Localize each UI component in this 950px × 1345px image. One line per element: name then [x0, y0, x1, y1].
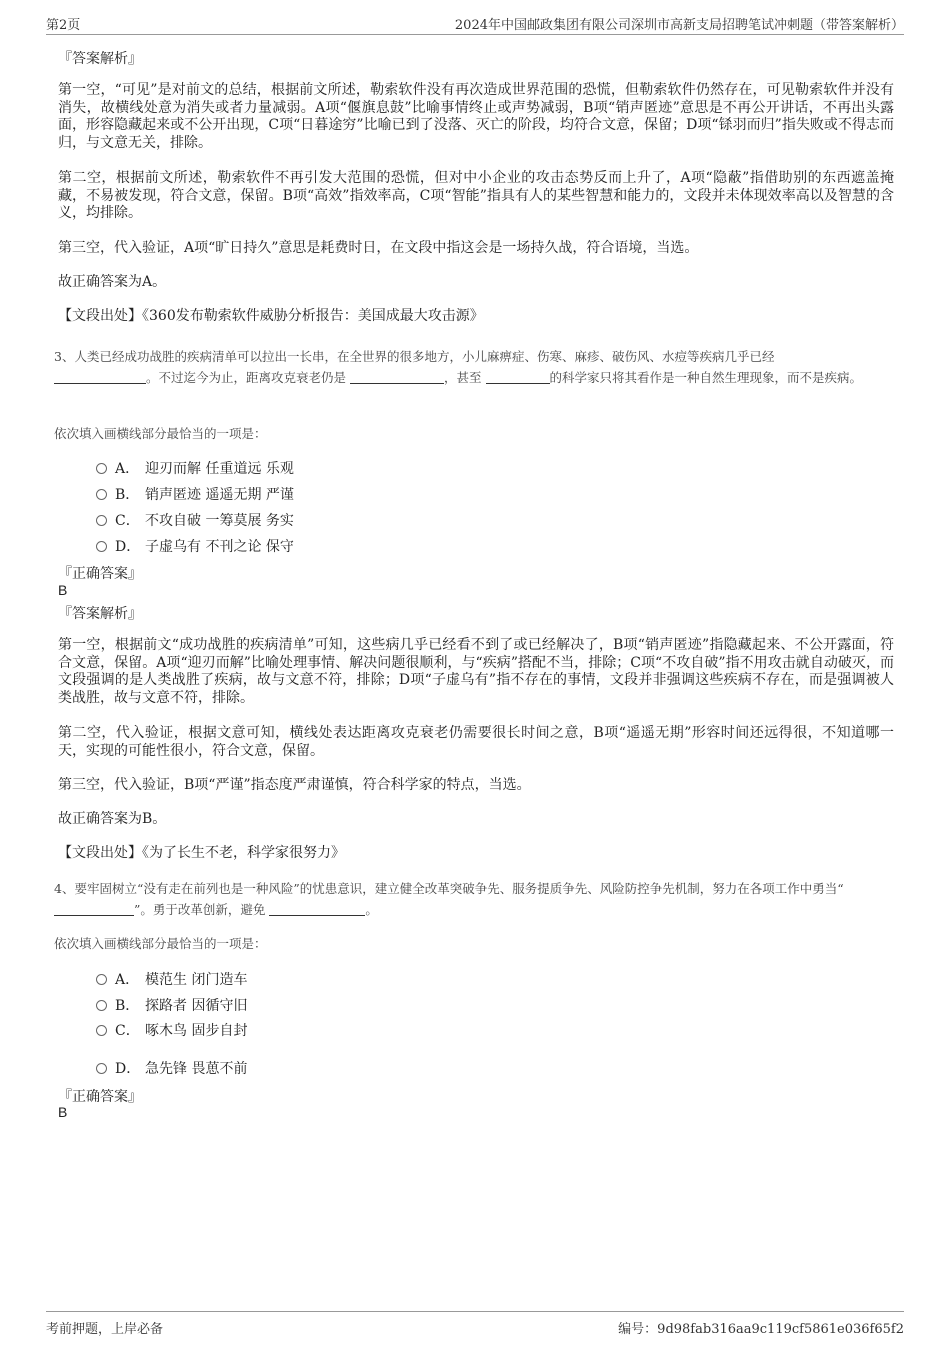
stem-text: 4、要牢固树立“没有走在前列也是一种风险”的忧患意识，建立健全改革突破争先、服务提质争先、风险防控争先机制，努力在各项工作中勇当“: [54, 881, 844, 896]
stem-text: 的科学家只将其看作是一种自然生理现象，而不是疾病。: [549, 370, 863, 385]
option-text: 子虚乌有 不刊之论 保守: [145, 539, 294, 555]
radio-icon[interactable]: [96, 515, 107, 526]
option-text: 啄木鸟 固步自封: [145, 1023, 248, 1039]
radio-icon[interactable]: [96, 1000, 107, 1011]
option-letter: A．: [115, 972, 140, 988]
correct-answer: B: [58, 582, 68, 598]
analysis-paragraph: 第一空，“可见”是对前文的总结，根据前文所述，勒索软件没有再次造成世界范围的恐慌，但勒索软件仍然存在，可见勒索软件并没有消失，故横线处意为消失或者力量减弱。A项“偃旗息鼓”比喻事情终止或声势减弱，B项“销声匿迹”意思是不再公开讲话，不再出头露面，形容隐藏起来或不公开出现，C项“日暮途穷”比喻已到了没落、灭亡的阶段，均符合文意，保留；D项“铩羽而归”指失败或不得志而归，与文意无关，排除。: [58, 82, 894, 151]
option-a[interactable]: [96, 458, 294, 478]
analysis-paragraph: 第二空，代入验证，根据文意可知，横线处表达距离攻克衰老仍需要很长时间之意，B项“遥遥无期”形容时间还远得很，不知道哪一天，实现的可能性很小，符合文意，保留。: [58, 725, 894, 759]
source-citation: 【文段出处】《360发布勒索软件威胁分析报告：美国成最大攻击源》: [58, 308, 484, 324]
analysis-conclusion: 故正确答案为A。: [58, 274, 167, 290]
radio-icon[interactable]: [96, 541, 107, 552]
option-text: 探路者 因循守旧: [145, 998, 248, 1014]
radio-icon[interactable]: [96, 974, 107, 985]
option-letter: B．: [115, 487, 140, 503]
option-text: 急先锋 畏葸不前: [145, 1061, 248, 1077]
option-text: 不攻自破 一筹莫展 务实: [145, 513, 294, 529]
option-letter: C．: [115, 513, 140, 529]
correct-answer: B: [58, 1104, 68, 1120]
stem-text: 3、人类已经成功战胜的疾病清单可以拉出一长串，在全世界的很多地方，小儿麻痹症、伤寒、麻疹、破伤风、水痘等疾病几乎已经: [54, 349, 775, 364]
correct-answer-label: 『正确答案』: [58, 566, 142, 582]
radio-icon[interactable]: [96, 1025, 107, 1036]
page-number: 第2页: [46, 18, 81, 33]
analysis-conclusion: 故正确答案为B。: [58, 811, 167, 827]
analysis-label: 『答案解析』: [58, 51, 142, 67]
option-d[interactable]: [96, 536, 294, 556]
stem-text: 。不过迄今为止，距离攻克衰老仍是: [146, 370, 347, 385]
analysis-paragraph: 第二空，根据前文所述，勒索软件不再引发大范围的恐慌，但对中小企业的攻击态势反而上升了，A项“隐蔽”指借助别的东西遮盖掩藏，不易被发现，符合文意，保留。B项“高效”指效率高，C项“智能”指具有人的某些智慧和能力的，文段并未体现效率高以及智慧的含义，均排除。: [58, 170, 894, 221]
fill-blank: [54, 903, 134, 916]
document-serial: 编号：9d98fab316aa9c119cf5861e036f65f2: [618, 1322, 904, 1337]
question-stem: [54, 346, 900, 388]
footer-slogan: 考前押题，上岸必备: [46, 1322, 164, 1337]
radio-icon[interactable]: [96, 1063, 107, 1074]
option-c[interactable]: [96, 510, 294, 530]
correct-answer-label: 『正确答案』: [58, 1089, 142, 1105]
option-letter: D．: [115, 1061, 141, 1077]
option-letter: B．: [115, 998, 140, 1014]
option-b[interactable]: [96, 484, 294, 504]
option-text: 销声匿迹 遥遥无期 严谨: [145, 487, 294, 503]
option-c[interactable]: [96, 1020, 247, 1040]
analysis-paragraph: 第三空，代入验证，A项“旷日持久”意思是耗费时日，在文段中指这会是一场持久战，符合语境，当选。: [58, 240, 699, 256]
fill-blank: [54, 371, 146, 384]
fill-blank: [486, 371, 550, 384]
option-d[interactable]: [96, 1058, 247, 1078]
page-header: [46, 14, 904, 35]
page-footer: [46, 1311, 904, 1337]
document-title: 2024年中国邮政集团有限公司深圳市高新支局招聘笔试冲刺题（带答案解析）: [454, 18, 904, 33]
question-prompt: 依次填入画横线部分最恰当的一项是：: [54, 936, 267, 951]
radio-icon[interactable]: [96, 463, 107, 474]
analysis-paragraph: 第一空，根据前文“成功战胜的疾病清单”可知，这些病几乎已经看不到了或已经解决了，B项“销声匿迹”指隐藏起来、不公开露面，符合文意，保留。A项“迎刃而解”比喻处理事情、解决问题很顺利，与“疾病”搭配不当，排除；C项“不攻自破”指不用攻击就自动破灭，而文段强调的是人类战胜了疾病，故与文意不符，排除；D项“子虚乌有”指不存在的事情，文段并非强调这些疾病不存在，而是强调被人类战胜，故与文意不符，排除。: [58, 637, 894, 706]
fill-blank: [350, 371, 444, 384]
fill-blank: [269, 903, 365, 916]
option-letter: D．: [115, 539, 141, 555]
option-b[interactable]: [96, 995, 247, 1015]
stem-text: ，甚至: [444, 370, 482, 385]
option-a[interactable]: [96, 969, 247, 989]
source-citation: 【文段出处】《为了长生不老，科学家很努力》: [58, 845, 345, 861]
analysis-label: 『答案解析』: [58, 606, 142, 622]
analysis-paragraph: 第三空，代入验证，B项“严谨”指态度严肃谨慎，符合科学家的特点，当选。: [58, 777, 531, 793]
option-text: 迎刃而解 任重道远 乐观: [145, 461, 294, 477]
option-letter: A．: [115, 461, 140, 477]
question-stem: [54, 878, 900, 920]
radio-icon[interactable]: [96, 489, 107, 500]
option-text: 模范生 闭门造车: [145, 972, 248, 988]
stem-text: 。: [365, 902, 378, 917]
question-prompt: 依次填入画横线部分最恰当的一项是：: [54, 426, 267, 441]
stem-text: ”。勇于改革创新，避免: [134, 902, 266, 917]
option-letter: C．: [115, 1023, 140, 1039]
